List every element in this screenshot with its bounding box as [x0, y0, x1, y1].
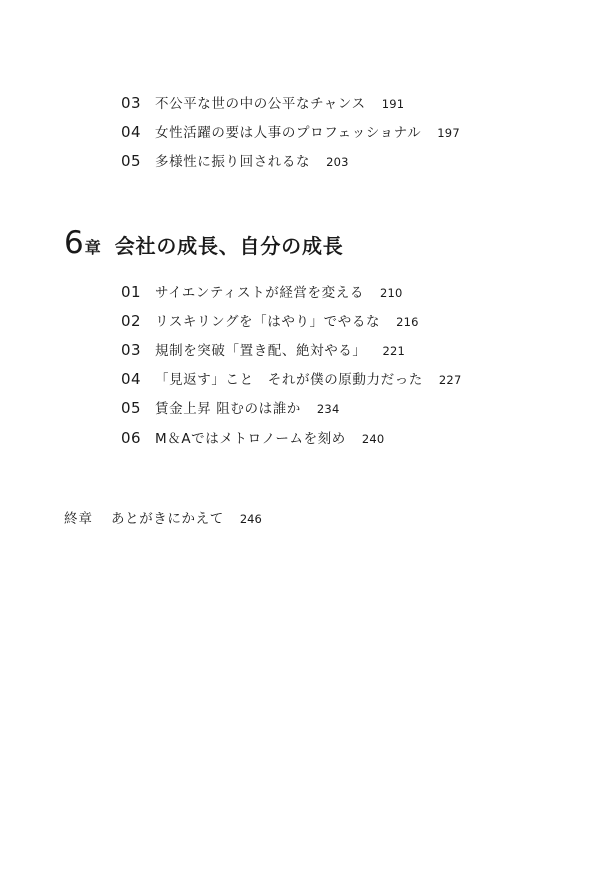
- entry-title: 規制を突破「置き配、絶対やる」: [155, 343, 367, 359]
- entry-number: 01: [121, 283, 142, 301]
- toc-entry: [121, 92, 404, 112]
- final-chapter-page: 246: [239, 512, 262, 526]
- entry-title: サイエンティストが経営を変える: [155, 285, 364, 301]
- chapter-number: 6: [64, 225, 84, 261]
- chapter-title: 会社の成長、自分の成長: [114, 234, 344, 258]
- chapter-heading: [64, 225, 344, 261]
- final-chapter-title: あとがきにかえて: [111, 511, 224, 527]
- entry-page: 216: [396, 315, 419, 329]
- entry-title: リスキリングを「はやり」でやるな: [155, 314, 381, 330]
- toc-entry: [121, 150, 349, 170]
- entry-number: 04: [121, 123, 142, 141]
- entry-page: 197: [437, 126, 460, 140]
- entry-title: 賃金上昇 阻むのは誰か: [155, 401, 301, 417]
- toc-entry: [121, 310, 419, 330]
- toc-entry: [121, 397, 339, 417]
- entry-title: 不公平な世の中の公平なチャンス: [155, 96, 366, 112]
- toc-entry: [121, 427, 384, 447]
- toc-entry: [121, 368, 461, 388]
- entry-number: 04: [121, 370, 142, 388]
- entry-page: 234: [316, 402, 340, 416]
- entry-page: 191: [381, 97, 405, 111]
- toc-entry: [121, 339, 405, 359]
- entry-title: M＆Aではメトロノームを刻め: [155, 431, 346, 447]
- entry-page: 221: [382, 344, 406, 358]
- entry-page: 227: [438, 373, 462, 387]
- chapter-kanji: 章: [84, 238, 101, 257]
- entry-number: 05: [121, 152, 142, 170]
- entry-number: 03: [121, 341, 142, 359]
- entry-page: 203: [326, 155, 349, 169]
- entry-page: 210: [379, 286, 403, 300]
- entry-number: 06: [121, 429, 142, 447]
- entry-page: 240: [361, 432, 385, 446]
- entry-number: 05: [121, 399, 142, 417]
- final-chapter-entry: [64, 507, 262, 527]
- entry-number: 02: [121, 312, 142, 330]
- entry-title: 多様性に振り回されるな: [155, 154, 311, 170]
- entry-title: 「見返す」こと それが僕の原動力だった: [155, 372, 423, 388]
- entry-title: 女性活躍の要は人事のプロフェッショナル: [155, 125, 422, 141]
- toc-entry: [121, 281, 403, 301]
- final-chapter-label: 終章: [64, 511, 93, 527]
- entry-number: 03: [121, 94, 142, 112]
- toc-entry: [121, 121, 460, 141]
